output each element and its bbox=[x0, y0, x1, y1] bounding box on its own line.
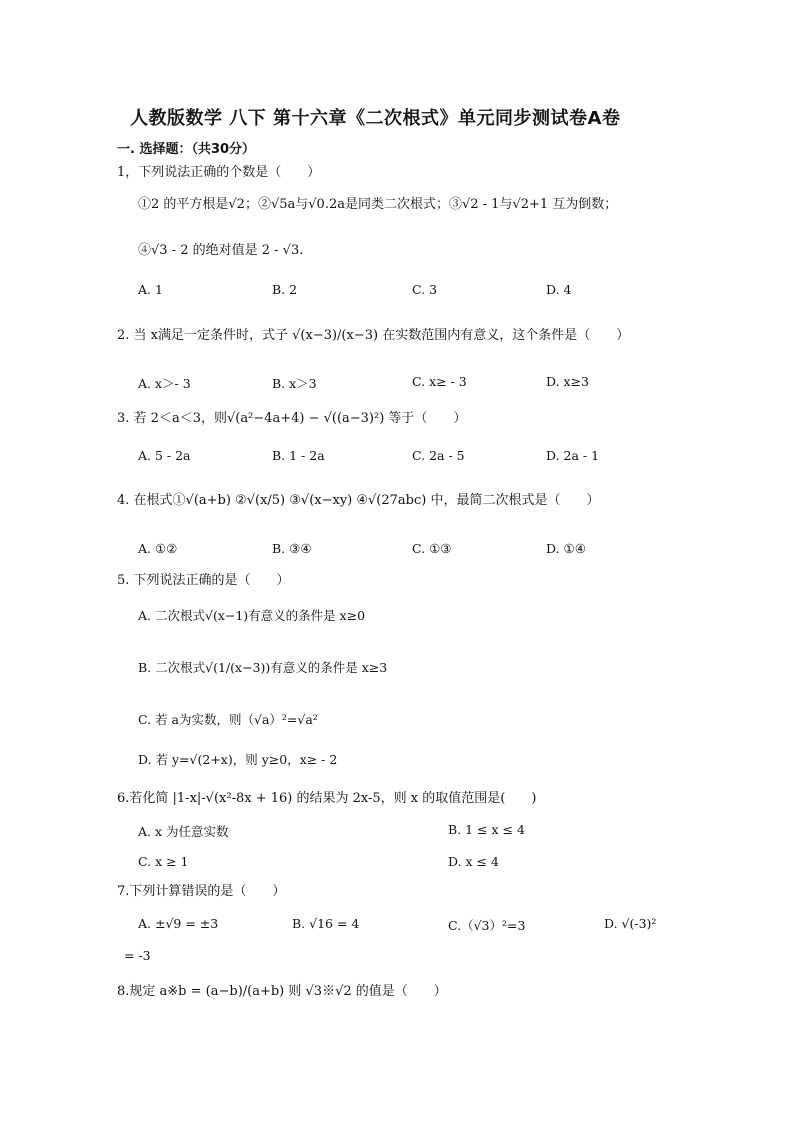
q5-option-a: A. 二次根式√(x−1)有意义的条件是 x≥0 bbox=[138, 608, 366, 623]
question-1-line-1 bbox=[138, 196, 617, 214]
q5-option-d: D. 若 y=√(2+x)，则 y≥0，x≥ - 2 bbox=[138, 752, 338, 767]
question-2 bbox=[117, 327, 629, 345]
q6-option-b: B. 1 ≤ x ≤ 4 bbox=[448, 822, 525, 837]
q1-option-b: B. 2 bbox=[272, 282, 298, 297]
question-5 bbox=[117, 572, 290, 590]
q4-option-d: D. ①④ bbox=[546, 541, 586, 556]
q1-option-d: D. 4 bbox=[546, 282, 572, 297]
q2-option-d: D. x≥3 bbox=[546, 374, 589, 389]
section-heading: 一. 选择题：（共30分） bbox=[117, 142, 256, 157]
q1-option-c: C. 3 bbox=[412, 282, 438, 297]
question-1-line-2-text: ④√3 - 2 的绝对值是 2 - √3. bbox=[138, 243, 304, 258]
question-5-stem: 5. 下列说法正确的是（ ） bbox=[117, 573, 290, 588]
question-1 bbox=[117, 164, 320, 182]
question-1-line-2 bbox=[138, 242, 303, 260]
question-6-stem: 6.若化简 |1-x|-√(x²-8x + 16) 的结果为 2x-5，则 x 的取值范围是( ) bbox=[117, 791, 537, 806]
q2-option-a: A. x＞- 3 bbox=[138, 376, 191, 391]
q1-option-a: A. 1 bbox=[138, 282, 163, 297]
q4-option-b: B. ③④ bbox=[272, 541, 312, 556]
question-1-stem: 1，下列说法正确的个数是（ ） bbox=[117, 165, 321, 180]
question-4 bbox=[117, 492, 599, 510]
question-6 bbox=[117, 790, 536, 808]
question-8-stem: 8.规定 a※b = (a−b)/(a+b) 则 √3※√2 的值是（ ） bbox=[117, 984, 447, 999]
question-7 bbox=[117, 883, 285, 901]
q2-option-b: B. x＞3 bbox=[272, 376, 317, 391]
q6-option-a: A. x 为任意实数 bbox=[138, 824, 229, 839]
q7-option-b: B. √16 = 4 bbox=[292, 916, 360, 931]
q7-option-d-continued: = -3 bbox=[124, 948, 151, 963]
q3-option-d: D. 2a - 1 bbox=[546, 448, 600, 463]
question-4-stem: 4. 在根式①√(a+b) ②√(x/5) ③√(x−xy) ④√(27abc) 中，最简二次根式是（ ） bbox=[117, 493, 600, 508]
q6-option-d: D. x ≤ 4 bbox=[448, 854, 499, 869]
q5-option-b: B. 二次根式√(1/(x−3))有意义的条件是 x≥3 bbox=[138, 660, 388, 675]
page-title: 人教版数学 八下 第十六章《二次根式》单元同步测试卷A卷 bbox=[130, 108, 621, 129]
q4-option-a: A. ①② bbox=[138, 541, 178, 556]
q7-option-a: A. ±√9 = ±3 bbox=[138, 916, 219, 931]
question-7-stem: 7.下列计算错误的是（ ） bbox=[117, 884, 286, 899]
question-8 bbox=[117, 983, 447, 1001]
q3-option-c: C. 2a - 5 bbox=[412, 448, 465, 463]
q2-option-c: C. x≥ - 3 bbox=[412, 374, 467, 389]
q3-option-b: B. 1 - 2a bbox=[272, 448, 325, 463]
q7-option-d: D. √(-3)² bbox=[604, 916, 657, 931]
question-2-stem: 2. 当 x满足一定条件时，式子 √(x−3)/(x−3) 在实数范围内有意义，这个条件是（ ） bbox=[117, 328, 630, 343]
q4-option-c: C. ①③ bbox=[412, 541, 452, 556]
q3-option-a: A. 5 - 2a bbox=[138, 448, 191, 463]
question-3 bbox=[117, 410, 466, 428]
q7-option-c: C.（√3）²=3 bbox=[448, 918, 526, 933]
question-1-line-1-text: ①2 的平方根是√2；②√5a与√0.2a是同类二次根式；③√2 - 1与√2+1 互为倒数； bbox=[138, 197, 618, 212]
q5-option-c: C. 若 a为实数，则（√a）²=√a² bbox=[138, 712, 318, 727]
question-3-stem: 3. 若 2＜a＜3，则√(a²−4a+4) − √((a−3)²) 等于（ ） bbox=[117, 411, 467, 426]
q6-option-c: C. x ≥ 1 bbox=[138, 854, 189, 869]
